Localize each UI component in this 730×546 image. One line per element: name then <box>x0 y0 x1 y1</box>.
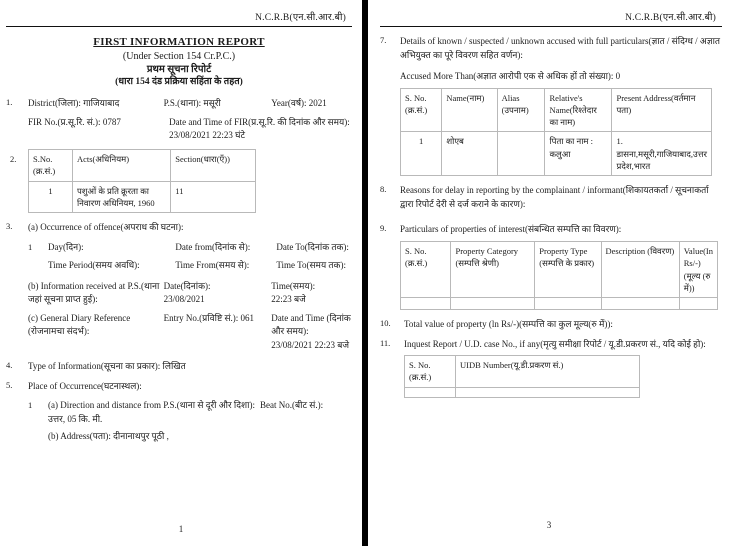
district-label: District(जिला): <box>28 98 81 109</box>
address-value: दीनानाथपुर पूठी , <box>113 431 169 442</box>
col-present-address: Present Address(वर्तमान पता) <box>612 88 712 132</box>
table-row <box>29 181 256 213</box>
address-row <box>48 430 352 444</box>
fir-row <box>28 116 352 143</box>
direction-distance-row <box>48 399 352 426</box>
gd-datetime-value: 23/08/2021 22:23 बजे <box>271 339 350 350</box>
occurrence-row-number: 1 <box>28 241 33 252</box>
occurrence-time-row <box>48 259 352 273</box>
inquest-report-label: Inquest Report / U.D. case No., if any(मृत्यु समीक्षा रिपोर्ट / यू.डी.प्रकरण सं., यदि कोई हो): <box>404 338 706 349</box>
info-received-label: Information received at P.S.(थाना जहां सूचना प्राप्त हुई): <box>28 280 160 305</box>
document-page-right <box>368 0 730 546</box>
police-station-label: P.S.(थाना): <box>163 98 202 109</box>
field-group-delay-reasons <box>380 184 722 211</box>
ncrb-header-left: N.C.R.B(एन.सी.आर.बी) <box>255 13 346 23</box>
police-station-value: मसूरी <box>203 98 221 109</box>
item-number-11: 11. <box>380 337 391 348</box>
accused-more-than-label: Accused More Than(अज्ञात आरोपी एक से अधिक हों तो संख्या): <box>400 71 614 81</box>
cell-serial: 1 <box>29 181 73 213</box>
item-number-1: 1. <box>6 97 13 108</box>
property-table <box>400 241 718 310</box>
field-group-total-property-value <box>380 318 722 332</box>
direction-distance-value: उत्तर, 05 कि. मी. <box>48 413 103 424</box>
cell-section: 11 <box>171 181 256 213</box>
field-group-occurrence <box>6 221 352 352</box>
property-particulars-label: Particulars of properties of interest(संबन्धित सम्पत्ति का विवरण): <box>400 224 622 235</box>
col-relatives-name: Relative's Name(रिश्तेदार का नाम) <box>545 88 612 132</box>
occurrence-sub-a-marker: (a) <box>28 222 38 233</box>
time-to-label: Time To(समय तक): <box>276 260 346 271</box>
place-row-number: 1 <box>28 400 33 411</box>
address-label: Address(पता): <box>60 431 111 442</box>
cell-relatives-name: पिता का नाम : कलुआ <box>545 132 612 176</box>
fir-datetime-value: 23/08/2021 22:23 घंटे <box>169 130 245 141</box>
accused-more-than-row <box>400 70 722 84</box>
ncrb-header-right: N.C.R.B(एन.सी.आर.बी) <box>625 13 716 23</box>
table-row <box>405 387 640 397</box>
entry-no-label: Entry No.(प्रविष्टि सं.): <box>163 312 239 323</box>
direction-distance-label: Direction and distance from P.S.(थाना से दूरी और दिशा): <box>60 400 255 411</box>
report-title-block <box>6 35 352 88</box>
fir-datetime-label: Date and Time of FIR(प्र.सू.रि. की दिनांक और समय): <box>169 116 350 127</box>
place-of-occurrence-label: Place of Occurrence(घटनास्थल): <box>28 380 142 391</box>
cell-act: पशुओं के प्रति क्रूरता का निवारण अधिनियम, 1960 <box>72 181 170 213</box>
table-header-row <box>401 88 712 132</box>
field-group-inquest-report <box>380 338 722 398</box>
accused-details-label: Details of known / suspected / unknown accused with full particulars(ज्ञात / संदिग्ध / अज्ञात अभियुक्त का पूरे विवरण सहित वर्णन): <box>400 36 721 60</box>
col-serial: S.No.(क्र.सं.) <box>29 149 73 181</box>
gd-datetime-label: Date and Time (दिनांक और समय): <box>271 312 351 337</box>
col-serial: S. No. (क्र.सं.) <box>401 241 451 297</box>
time-period-label: Time Period(समय अवधि): <box>48 260 140 271</box>
uidb-table <box>404 355 640 398</box>
accused-more-than-value: 0 <box>615 71 621 81</box>
col-serial: S. No. (क्र.सं.) <box>405 356 456 388</box>
date-to-label: Date To(दिनांक तक): <box>276 241 349 252</box>
cell-alias <box>497 132 545 176</box>
cell-name: शोएब <box>442 132 497 176</box>
col-sections: Section(धारा(एँ)) <box>171 149 256 181</box>
item-number-2: 2. <box>10 153 17 164</box>
information-type-value: लिखित <box>162 361 186 372</box>
date-from-label: Date from(दिनांक से): <box>175 241 251 252</box>
district-value: गाजियाबाद <box>83 98 120 109</box>
district-row <box>28 97 352 111</box>
general-diary-label: General Diary Reference (रोजनामचा संदर्भ): <box>28 312 131 337</box>
table-row <box>401 298 718 310</box>
fir-number-label: FIR No.(प्र.सू.रि. सं.): <box>28 116 101 127</box>
info-received-date-value: 23/08/2021 <box>163 294 205 305</box>
general-diary-sub-c-marker: (c) <box>28 312 38 323</box>
table-header-row <box>405 356 640 388</box>
header-rule-left <box>6 26 352 27</box>
table-row <box>401 132 712 176</box>
info-received-time-label: Time(समय): <box>271 280 316 291</box>
direction-sub-a-marker: (a) <box>48 400 58 411</box>
col-property-type: Property Type (सम्पत्ति के प्रकार) <box>535 241 601 297</box>
cell-property-type <box>535 298 601 310</box>
report-title-hindi: प्रथम सूचना रिपोर्ट <box>146 63 212 75</box>
item-number-3: 3. <box>6 221 13 232</box>
occurrence-detail-block <box>28 241 352 273</box>
information-received-row <box>28 280 352 307</box>
cell-property-category <box>451 298 535 310</box>
col-description: Description (विवरण) <box>601 241 679 297</box>
beat-no-label: Beat No.(बीट सं.): <box>260 400 324 411</box>
report-title-english: FIRST INFORMATION REPORT <box>93 36 265 48</box>
information-type-label: Type of Information(सूचना का प्रकार): <box>28 361 161 372</box>
day-label: Day(दिन): <box>48 241 84 252</box>
cell-present-address: 1. डासना,मसूरी,गाजियाबाद,उत्तर प्रदेश,भारत <box>612 132 712 176</box>
col-value: Value(In Rs/-)(मूल्य (रु में)) <box>679 241 717 297</box>
accused-table <box>400 88 712 177</box>
cell-value <box>679 298 717 310</box>
info-received-time-value: 22:23 बजे <box>271 294 306 305</box>
field-group-accused-details <box>380 35 722 176</box>
page-number-right: 3 <box>546 520 552 530</box>
info-received-date-label: Date(दिनांक): <box>163 280 211 291</box>
page-number-left: 1 <box>178 524 184 534</box>
item-number-5: 5. <box>6 379 13 390</box>
col-acts: Acts(अधिनियम) <box>72 149 170 181</box>
report-section-hindi: (धारा 154 दंड प्रक्रिया सहिंता के तहत) <box>115 76 243 87</box>
year-label: Year(वर्ष): <box>271 98 307 109</box>
table-header-row <box>401 241 718 297</box>
item-number-7: 7. <box>380 35 387 45</box>
info-received-sub-b-marker: (b) <box>28 280 39 291</box>
item-number-8: 8. <box>380 184 387 195</box>
item-number-4: 4. <box>6 360 13 371</box>
time-from-label: Time From(समय से): <box>175 260 250 271</box>
year-value: 2021 <box>308 98 327 109</box>
field-group-district-ps-year <box>6 97 352 143</box>
report-section-english: (Under Section 154 Cr.P.C.) <box>122 50 236 62</box>
delay-reasons-label: Reasons for delay in reporting by the complainant / informant(शिकायतकर्ता / सूचनाकर्ता द्वारा रिपोर्ट देरी से दर्ज कराने के कारण): <box>400 185 709 209</box>
address-sub-b-marker: (b) <box>48 431 59 442</box>
occurrence-label: Occurrence of offence(अपराध की घटना): <box>40 222 184 233</box>
col-alias: Alias (उपनाम) <box>497 88 545 132</box>
document-page-left <box>0 0 362 546</box>
table-header-row <box>29 149 256 181</box>
entry-no-value: 061 <box>240 312 255 323</box>
col-property-category: Property Category (सम्पत्ति श्रेणी) <box>451 241 535 297</box>
header-rule-right <box>380 26 722 27</box>
occurrence-date-row <box>48 241 352 255</box>
cell-serial <box>405 387 456 397</box>
col-name: Name(नाम) <box>442 88 497 132</box>
field-group-place-of-occurrence <box>6 380 352 444</box>
field-group-acts-sections <box>6 149 352 213</box>
cell-serial: 1 <box>401 132 442 176</box>
total-property-value-label: Total value of property (ln Rs/-)(सम्पत्ति का कुल मूल्य(रु में)): <box>404 319 613 330</box>
col-uidb-number: UIDB Number(यू.डी.प्रकरण सं.) <box>456 356 640 388</box>
cell-description <box>601 298 679 310</box>
field-group-information-type <box>6 360 352 374</box>
general-diary-row <box>28 312 352 353</box>
item-number-10: 10. <box>380 318 391 329</box>
col-serial: S. No. (क्र.सं.) <box>401 88 442 132</box>
acts-sections-table <box>28 149 256 213</box>
cell-serial <box>401 298 451 310</box>
field-group-property-particulars <box>380 223 722 310</box>
place-detail-block <box>28 399 352 444</box>
cell-uidb-number <box>456 387 640 397</box>
occurrence-heading-row <box>28 221 352 235</box>
item-number-9: 9. <box>380 223 387 234</box>
fir-number-value: 0787 <box>102 116 121 127</box>
